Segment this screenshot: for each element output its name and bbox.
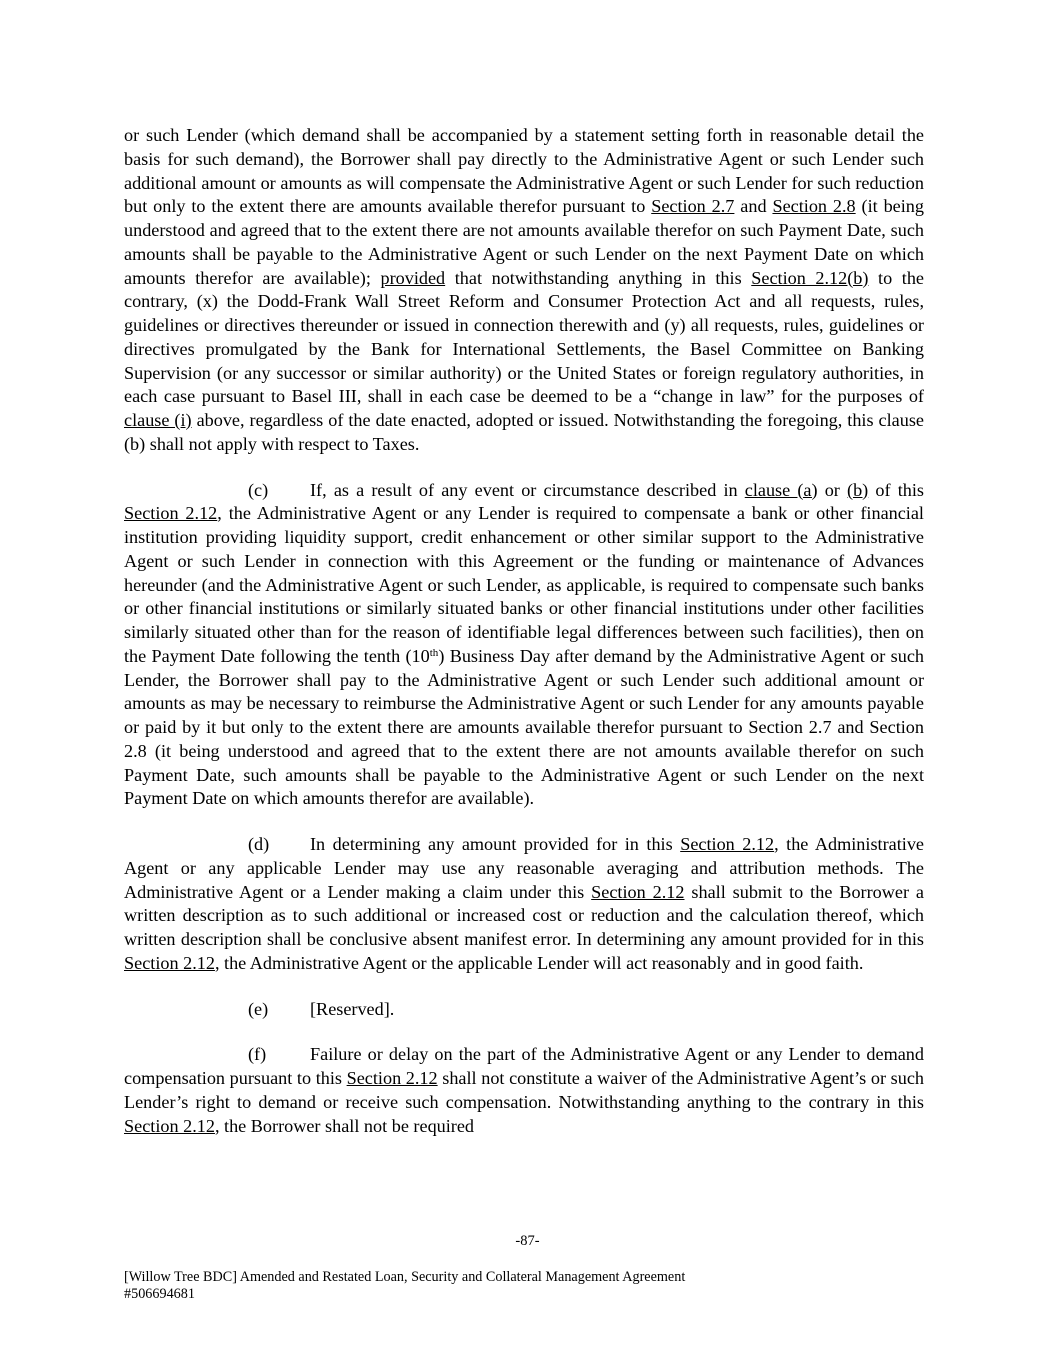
section-reference: Section 2.12 (124, 952, 215, 973)
text: or such Lender (which demand shall be accompanied by a statement setting forth in reasonable detail the basis for such demand), the Borrower shall pay directly to the Administrative Agent or such Lender such additional amount or amounts as will compensate the Administrative Agent or such Lender for such reduction but only to the extent there are amounts available therefor pursuant to (124, 125, 924, 217)
text: above, regardless of the date enacted, adopted or issued. Notwithstanding the foregoing, this clause (b) shall not apply with respect to Taxes. (124, 410, 924, 454)
section-reference: Section 2.12 (591, 881, 685, 902)
section-reference: Section 2.12(b) (751, 267, 869, 288)
text: , the Administrative Agent or the applicable Lender will act reasonably and in good faith. (214, 952, 864, 973)
paragraph-c (124, 479, 924, 812)
text: Failure or delay on the part of the Administrative Agent or any Lender to demand compensation pursuant to this (124, 1044, 924, 1088)
paragraph-f (124, 1043, 924, 1138)
paragraph-e (124, 998, 924, 1022)
superscript: th (429, 646, 439, 659)
paragraph-d (124, 833, 924, 976)
text: and (734, 196, 773, 217)
paragraph-b-continuation (124, 124, 924, 457)
text: ) Business Day after demand by the Administrative Agent or such Lender, the Borrower shall pay to the Administrative Agent or such Lender such additional amount or amounts as may be necessary to reimburse the Administrative Agent or such Lender for any amounts payable or paid by it but only to the extent there are amounts available therefor pursuant to Section 2.7 and Section 2.8 (it being understood and agreed that to the extent there are not amounts available therefor on such Payment Date, such amounts shall be payable to the Administrative Agent or such Lender on the next Payment Date on which amounts therefor are available). (124, 645, 924, 809)
text: If, as a result of any event or circumstance described in (310, 479, 745, 500)
text: , the Borrower shall not be required (214, 1115, 475, 1136)
text: In determining any amount provided for in this (310, 834, 681, 854)
document-footer (124, 1269, 685, 1303)
section-reference: Section 2.12 (124, 1115, 215, 1136)
text: shall not constitute a waiver of the Administrative Agent’s or such Lender’s right to demand or receive such compensation. Notwithstanding anything to the contrary in this (124, 1068, 924, 1112)
text: that notwithstanding anything in this (445, 267, 752, 288)
section-reference: Section 2.12 (124, 503, 218, 524)
text: shall submit to the Borrower a written description as to such additional or increased cost or reduction and the calculation thereof, which written description shall be conclusive absent manifest error. In determining any amount provided for in this (124, 881, 924, 949)
clause-reference: clause (a) (744, 479, 818, 500)
text: to the contrary, (x) the Dodd-Frank Wall Street Reform and Consumer Protection Act and all requests, rules, guidelines or directives thereunder or issued in connection therewith and (y) all requests, rules, guidelines or directives promulgated by the Bank for International Settlements, the Basel Committee on Banking Supervision (or any successor or similar authority) or the United States or foreign regulatory authorities, in each case pursuant to Basel III, shall in each case be deemed to be a “change in law” for the purposes of (124, 267, 924, 407)
text: [Reserved]. (310, 998, 395, 1019)
paragraph-label: (d) (248, 834, 270, 854)
text: (it being understood and agreed that to the extent there are not amounts available therefor on such Payment Date, such amounts shall be payable to the Administrative Agent or such Lender on the next Payment Date on which amounts therefor are available); (124, 196, 924, 288)
section-reference: Section 2.7 (651, 196, 735, 217)
footer-document-id: #506694681 (124, 1286, 195, 1302)
document-body (124, 124, 924, 1160)
clause-reference: (b) (847, 479, 869, 500)
section-reference: Section 2.12 (680, 834, 775, 854)
text: , the Administrative Agent or any applicable Lender may use any reasonable averaging and attribution methods. The Administrative Agent or a Lender making a claim under this (124, 834, 924, 902)
text: or (817, 479, 848, 500)
paragraph-label: (e) (248, 998, 269, 1019)
defined-term: provided (380, 267, 446, 288)
clause-reference: clause (i) (124, 410, 192, 430)
paragraph-label: (c) (248, 479, 269, 500)
section-reference: Section 2.8 (772, 196, 856, 217)
page-number: -87- (515, 1233, 540, 1249)
text: of this (868, 479, 924, 500)
paragraph-label: (f) (248, 1044, 267, 1065)
section-reference: Section 2.12 (346, 1068, 438, 1088)
footer-title: [Willow Tree BDC] Amended and Restated Loan, Security and Collateral Management Agreement (124, 1269, 686, 1285)
text: , the Administrative Agent or any Lender is required to compensate a bank or other financial institution providing liquidity support, credit enhancement or other similar support to the Administrative Agent or such Lender in connection with this Agreement or the funding or maintenance of Advances hereunder (and the Administrative Agent or such Lender, as applicable, is required to compensate such banks or other financial institutions or similarly situated banks or other financial institutions under other facilities similarly situated other than for the reason of identifiable legal differences between such facilities), then on the Payment Date following the tenth (10 (124, 503, 924, 666)
